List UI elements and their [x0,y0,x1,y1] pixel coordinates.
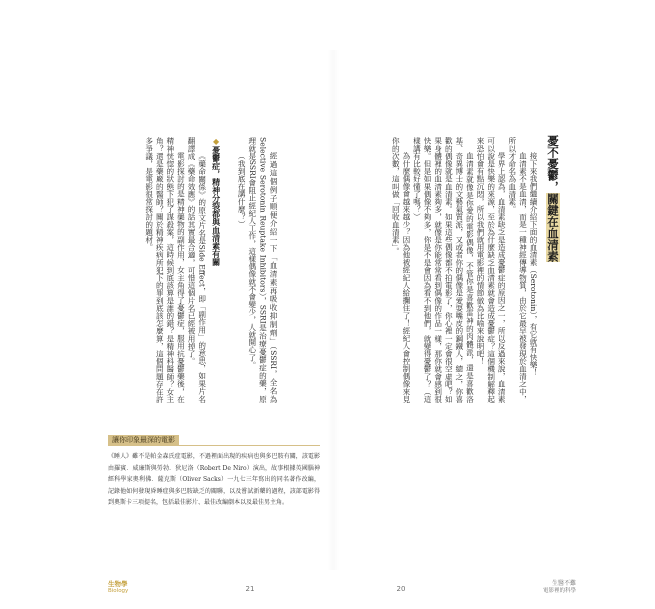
paragraph: 血清素就像是你愛的電影偶像，不管你是喜歡雷神的肉體派，還是喜歡洛基、奇異博士的文藝氣質派，又或者你的偶像是愛耍嘴皮的鋼鐵人，總之，你喜歡的偶像就是血清素。如果這些偶像都不拍電影了，你心裡一定會很空虛吧？如果身體裡的血清素夠多，就像是你能常常看到偶像的作品一樣，那你就會感到很快樂。但是如果偶像不夠多，你是不是會因為看不到他們，就變得憂鬱了？（這樣講有比較好懂了嗎？） [412,137,475,403]
paragraph: （我到底在講什麼？） [237,152,247,229]
page-number-right: 20 [396,585,406,593]
left-page-body [106,137,278,403]
paragraph: 《藥命關係》的原文片名是Side Effect，即「副作用」的意思，如果片名翻譯成《藥命效應》的話其實最合適，可惜這個片名已經被用掉了。 [187,137,207,403]
footer-book-title-sub: 電影裡的科學 [542,588,576,594]
chapter-title [543,135,563,285]
footer-book-title-main: 生醫不難 [551,580,576,587]
footer-category-en: Biology [108,588,129,594]
page-number-left: 21 [245,585,255,593]
paragraph: 學界上認為，血清素缺乏是造成憂鬱症的原因之一，所以反過來說，血清素可以說是快樂的來源，至於為什麼缺乏血清素就會造成憂鬱症？這個機制解釋起來恐怕會有點沉悶，所以我們就用電影裡的情節做為比喻來說明吧！ [476,137,507,403]
paragraph: 為什麼偶像會越來越少？因為他被經紀人給攔住了！經紀人會控制偶像來見你的次數，這叫做「回收血清素」。 [391,137,411,403]
movie-sidebar-box [108,435,320,519]
section-heading-text: 憂鬱症，精神分裂都與血清素有關 [211,146,221,266]
paragraph: 血清素不是血清，而是一種神經傳導物質，由於它最早被發現於血清之中，所以才命名為血清素。 [507,137,528,403]
section-heading [210,137,222,403]
paragraph: 電影探討的是精神藥物的副作用，女主角得了憂鬱症，服用抗憂鬱藥後，在精神恍惚的狀態下犯了謀殺案，這時候到底該算是誰的錯？是精神科醫師？女主角？還是藥廠的醫師？關於精神疾病所犯下的罪到底該怎麼算，這個問題存在許多爭議，是電影很常探討的題材。 [144,137,186,403]
paragraph: 接下來我們繼續介紹下面的血清素（Serotonin），有它就有快樂！ [529,152,538,377]
paragraph: 經過這個例子順便介紹一下「血清素再吸收抑制劑」（SSRI，全名為Selective Serotonin Reuptake Inhibitors），SSRI是治療憂鬱症的藥，原理就是SSRI會阻止經紀人工作，這樣偶像就不會變少，人就開心了。 [247,137,278,403]
sidebar-label: 讓你印象最深的電影 [108,435,179,445]
footer-category-zh: 生物學 [108,580,128,588]
title-highlight: 關鍵在血清素 [546,192,560,262]
footer-category [108,580,148,595]
diamond-icon: ◆ [211,137,221,146]
right-page-body [352,137,538,403]
book-spine [327,50,339,570]
title-lead: 憂不憂鬱， [546,135,560,193]
footer-book-title [532,580,576,595]
sidebar-divider [108,445,320,446]
sidebar-text: 《睡人》雖不是帕金森氏症電影，不過裡面出現的疾病也與多巴胺有關，該電影由羅賓．威廉斯與勞勃．狄尼洛（Robert De Niro）演出，故事根據英國腦神經科學家奧利佛．薩克斯（Oliver Sacks）一九七三年寫出的同名著作改編，記錄他如何發現昏睡症與多巴胺缺乏的關聯，以及嘗試新藥的過程，該部電影得到奧斯卡三項提名，包括最佳影片、最佳改編劇本以及最佳男主角。 [108,453,320,506]
